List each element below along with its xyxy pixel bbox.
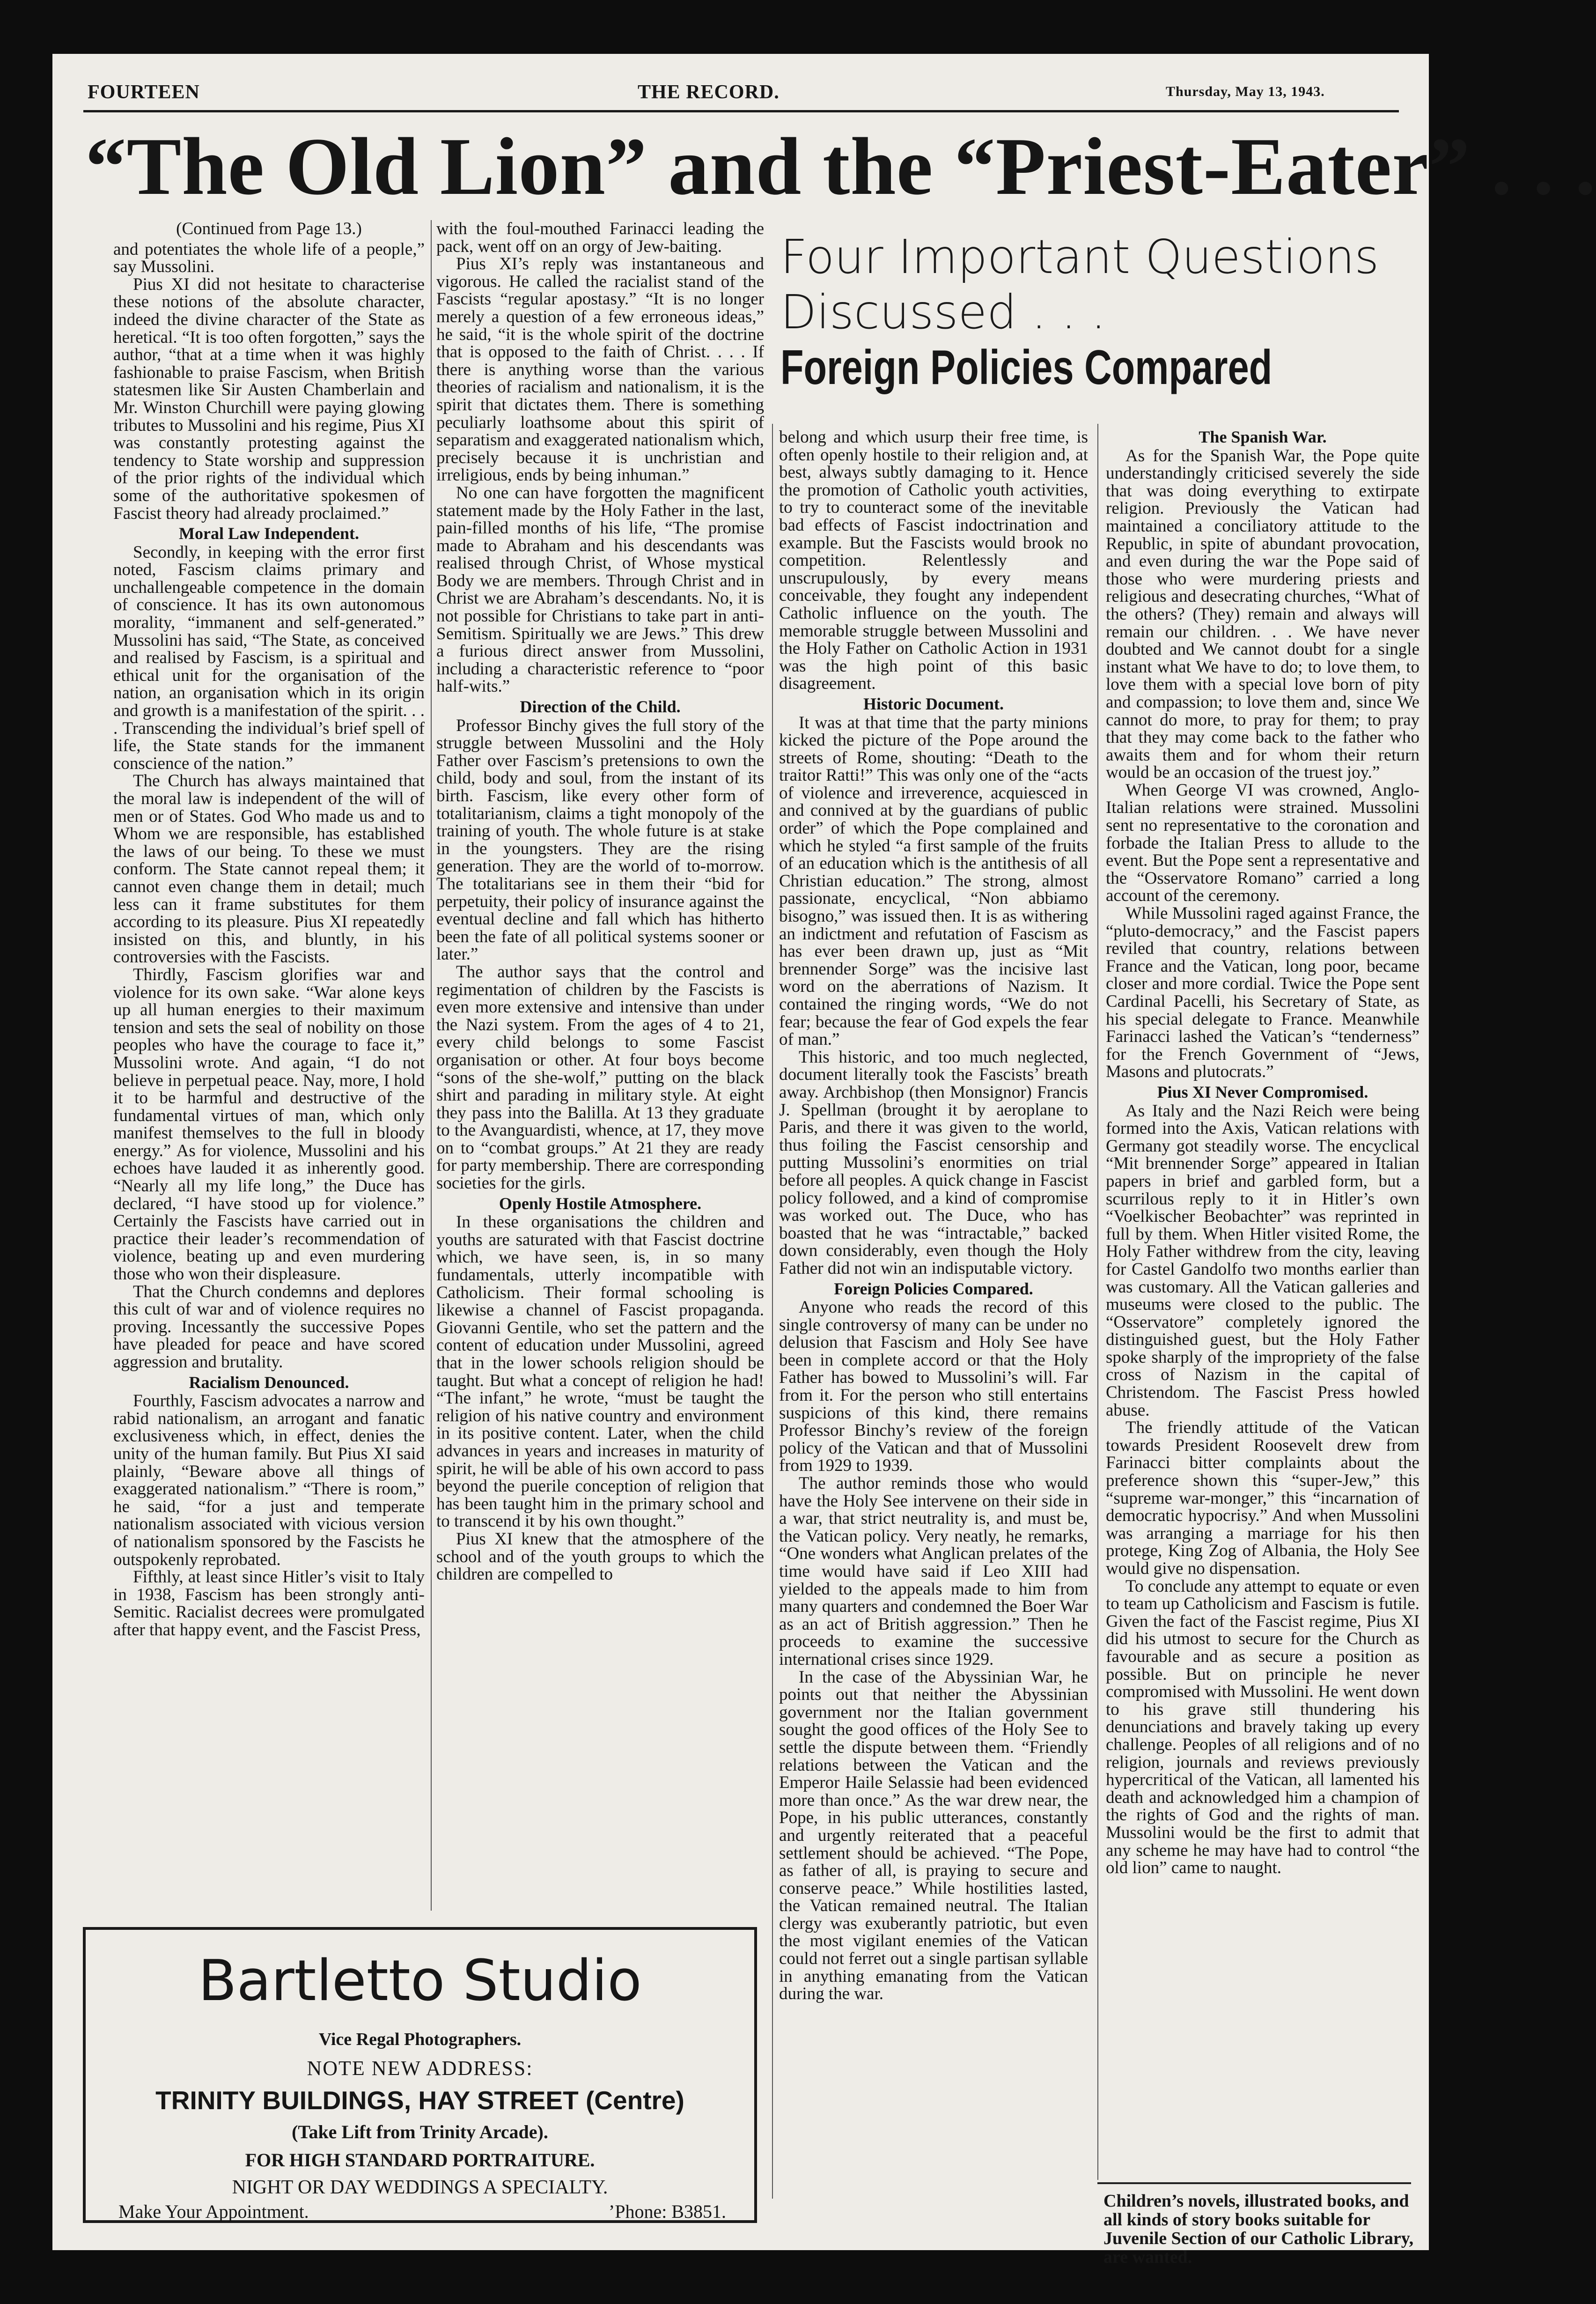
paragraph: belong and which usurp their free time, is often openly hostile to their religion and, at best, always subtly damaging to it. Hence the promotion of Catholic youth activities, to try to counteract some of the inevitable bad effects of Fascist indoctrination and example. But the Fascists would brook no competition. Relentlessly and unscrupulously, by every means conceivable, they fought any independent Catholic influence on the youth. The memorable struggle between Mussolini and the Holy Father on Catholic Action in 1931 was the high point of this basic disagreement.	[779, 428, 1088, 694]
paragraph: No one can have forgotten the magnificent statement made by the Holy Father in the last, pain-filled months of his life, “The promise made to Abraham and his descendants was realised through Christ, of Whose mystical Body we are members. Through Christ and in Christ we are Abraham’s descendants. No, it is not possible for Christians to take part in anti-Semitism. Spiritually we are Jews.” This drew a furious direct answer from Mussolini, including a characteristic reference to “poor half-wits.”	[436, 483, 764, 696]
paragraph: To conclude any attempt to equate or even to team up Catholicism and Fascism is futile. Given the fact of the Fascist regime, Pius XI did his utmost to secure for the Church as favourable and as secure a position as possible. But on principle he never compromised with Mussolini. He went down to his grave still thundering his denunciations and bravely taking up every challenge. Peoples of all religions and of no religion, journals and reviews previously hypercritical of the Vatican, all lamented his death and acknowledged him a champion of the rights of God and the rights of man. Mussolini would be the first to admit that any scheme he may have had to control “the old lion” came to naught.	[1106, 1576, 1419, 1878]
paragraph: This historic, and too much neglected, document literally took the Fascists’ breath away. Archbishop (then Monsignor) Francis J. Spellman (brought it by aeroplane to Paris, and there it was given to the world, thus foiling the Fascist censorship and putting Mussolini’s enormities on trial before all peoples. A quick change in Fascist policy followed, and a kind of compromise was worked out. The Duce, who has boasted that he was “intractable,” backed down considerably, even though the Holy Father did not win an indisputable victory.	[779, 1047, 1088, 1278]
ad-standard: FOR HIGH STANDARD PORTRAITURE.	[245, 2149, 595, 2171]
feature-line-1: Four Important Questions	[780, 229, 1379, 284]
subheading: Historic Document.	[863, 694, 1004, 713]
feature-line-2: Discussed . . .	[780, 285, 1106, 340]
ad-note: NOTE NEW ADDRESS:	[307, 2057, 533, 2080]
paragraph: with the foul-mouthed Farinacci leading the pack, went off on an orgy of Jew-baiting.	[436, 219, 764, 256]
paragraph: The author reminds those who would have the Holy See intervene on their side in a war, that strict neutrality is, and must be, the Vatican policy. Very neatly, he remarks, “One wonders what Anglican prelates of the time would have said if Leo XIII had yielded to the appeals made to him from many quarters and condemned the Boer War as an act of British aggression.” Then he proceeds to examine the successive international crises since 1929.	[779, 1474, 1088, 1669]
subheading: Pius XI Never Compromised.	[1157, 1082, 1368, 1101]
paragraph: Anyone who reads the record of this single controversy of many can be under no delusion that Fascism and Holy See have been in complete accord or that the Holy Father has bowed to Mussolini’s will. Far from it. For the person who still entertains suspicions of this kind, there remains Professor Binchy’s review of the foreign policy of the Vatican and that of Mussolini from 1929 to 1939.	[779, 1298, 1088, 1476]
subheading: Moral Law Independent.	[178, 524, 360, 543]
paragraph: In the case of the Abyssinian War, he points out that neither the Abyssinian government nor the Italian government sought the good offices of the Holy See to settle the dispute between them. “Friendly relations between the Vatican and the Emperor Haile Selassie had been evidenced more than once.” As the war drew near, the Pope, in his public utterances, constantly and urgently reiterated that a peaceful settlement should be achieved. “The Pope, as father of all, is praying to secure and conserve peace.” While hostilities lasted, the Vatican remained neutral. The Italian clergy was exuberantly patriotic, but even the most vigilant enemies of the Vatican could not ferret out a single partisan syllable in anything emanating from the Vatican during the war.	[779, 1667, 1088, 2004]
article-column-4	[1106, 428, 1419, 1877]
article-column-1	[113, 220, 425, 1639]
paragraph: The Church has always maintained that the moral law is independent of the will of men or of States. God Who made us and to Whom we are responsible, has established the laws of our being. To these we must conform. The State cannot repeal them; it cannot even change them in detail; much less can it frame substitutes for them according to its pleasure. Pius XI repeatedly insisted on this, and bluntly, in his controversies with the Fascists.	[113, 771, 425, 967]
column-divider	[772, 424, 773, 2199]
column-divider	[431, 220, 432, 1911]
ad-phone: ’Phone: B3851.	[608, 2201, 726, 2222]
paragraph: Thirdly, Fascism glorifies war and violence for its own sake. “War alone keys up all human energies to their maximum tension and sets the seal of nobility on those peoples who have the courage to face it,” Mussolini wrote. And again, “I do not believe in perpetual peace. Nay, more, I hold it to be harmful and destructive of the fundamental virtues of man, which only manifest themselves to the full in bloody energy.” As for violence, Mussolini and his echoes have lauded it as inherently good. “Nearly all my life long,” the Duce has declared, “I have stood up for violence.” Certainly the Fascists have carried out in practice their leader’s recommendation of violence, beating up and even murdering those who won their displeasure.	[113, 965, 425, 1284]
article-column-2	[436, 220, 764, 1583]
paragraph: Professor Binchy gives the full story of the struggle between Mussolini and the Holy Father over Fascism’s pretensions to own the child, body and soul, from the instant of its birth. Fascism, like every other form of totalitarianism, claims a tight monopoly of the training of youth. The whole future is at stake in the youngsters. They are the rising generation. They are the world of to-morrow. The totalitarians see in them their “bid for perpetuity, their policy of insurance against the eventual decline and fall which has hitherto been the fate of all political systems sooner or later.”	[436, 716, 764, 964]
paragraph: As for the Spanish War, the Pope quite understandingly criticised severely the side that was doing everything to extirpate religion. Previously the Vatican had maintained a conciliatory attitude to the Republic, in spite of abundant provocation, and even during the war the Pope said of those who were murdering priests and religious and desecrating churches, “What of the others? (They) remain and always will remain our children. . . We have never doubted and We cannot doubt for a single instant what We have to do; to love them, to love them with a special love born of pity and compassion; to love them and, since We cannot do more, to pray for them; to pray that they may come back to the father who awaits them and for whom their return would be an occasion of the truest joy.”	[1106, 446, 1419, 783]
ad-address: TRINITY BUILDINGS, HAY STREET (Centre)	[155, 2086, 684, 2115]
paragraph: Pius XI did not hesitate to characterise these notions of the absolute character, indeed the divine character of the State as heretical. “It is too often forgotten,” says the author, “that at a time when it was highly fashionable to praise Fascism, when British statesmen like Sir Austen Chamberlain and Mr. Winston Churchill were paying glowing tributes to Mussolini and his regime, Pius XI was constantly protesting against the tendency to State worship and suppression of the prior rights of the individual which some of the authoritative spokesmen of Fascist theory had already proclaimed.”	[113, 274, 425, 523]
continued-note: (Continued from Page 13.)	[176, 219, 362, 238]
feature-heading	[780, 229, 1417, 340]
paragraph: Pius XI knew that the atmosphere of the school and of the youth groups to which the children are compelled to	[436, 1529, 764, 1584]
paragraph: Secondly, in keeping with the error first noted, Fascism claims primary and unchallengeable competence in the domain of conscience. It has its own autonomous morality, “immanent and self-generated.” Mussolini has said, “The State, as conceived and realised by Fascism, is a spiritual and ethical unit for the organisation of the nation, an organisation which in its origin and growth is a manifestation of the spirit. . . . Transcending the individual’s brief spell of life, the State stands for the immanent conscience of the nation.”	[113, 542, 425, 773]
issue-date: Thursday, May 13, 1943.	[1166, 84, 1325, 99]
studio-advertisement	[83, 1927, 757, 2223]
ad-studio-name: Bartletto Studio	[198, 1949, 642, 2014]
paragraph: The author says that the control and regimentation of children by the Fascists is even more extensive and intensive than under the Nazi system. From the ages of 4 to 21, every child belongs to some Fascist organisation or other. At four boys become “sons of the she-wolf,” putting on the black shirt and parading in military style. At eight they pass into the Balilla. At 13 they graduate to the Avanguardisti, whence, at 17, they move on to “combat groups.” At 21 they are ready for party membership. There are corresponding societies for the girls.	[436, 962, 765, 1193]
paragraph: That the Church condemns and deplores this cult of war and of violence requires no proving. Incessantly the successive Popes have pleaded for peace and have scored aggression and brutality.	[113, 1282, 425, 1372]
paragraph: The friendly attitude of the Vatican towards President Roosevelt drew from Farinacci bitter complaints about the preference shown this “super-Jew,” this “supreme war-monger,” this “incarnation of democratic hypocrisy.” And when Mussolini was arranging a marriage for his then protege, King Zog of Albania, the Holy See would give no dispensation.	[1106, 1418, 1419, 1578]
feature-subhead: Foreign Policies Compared	[780, 340, 1272, 395]
subheading: The Spanish War.	[1199, 428, 1327, 446]
paragraph: As Italy and the Nazi Reich were being formed into the Axis, Vatican relations with Germany got steadily worse. The encyclical “Mit brennender Sorge” appeared in Italian papers in brief and garbled form, but a scurrilous reply to it in Hitler’s own “Voelkischer Beobachter” was reprinted in full by them. When Hitler visited Rome, the Holy Father withdrew from the city, leaving for Castel Gandolfo two months earlier than was customary. All the Vatican galleries and museums were closed to the public. The “Osservatore” completely ignored the distinguished guest, but the Holy Father spoke sharply of the impropriety of the false cross of Nazism in the capital of Christendom. The Fascist Press howled abuse.	[1106, 1101, 1419, 1420]
paragraph: It was at that time that the party minions kicked the picture of the Pope around the streets of Rome, shouting: “Death to the traitor Ratti!” This was only one of the “acts of violence and irreverence, acquiesced in and connived at by the guardians of public order” of which the Pope complained and which he styled “a first sample of the fruits of an education which is the antithesis of all Christian education.” The strong, almost passionate, encyclical, “Non abbiamo bisogno,” was issued then. It is as withering an indictment and refutation of Fascism as has ever been drawn up, just as “Mit brennender Sorge” was the incisive last word on the aberrations of Nazism. It contained the ringing words, “We do not fear; because the fear of God expels the fear of man.”	[779, 713, 1088, 1049]
page-number: FOURTEEN	[88, 81, 200, 103]
subheading: Racialism Denounced.	[189, 1373, 349, 1392]
headline: “The Old Lion” and the “Priest-Eater” . . .	[85, 121, 1596, 212]
ad-weddings: NIGHT OR DAY WEDDINGS A SPECIALTY.	[232, 2177, 608, 2198]
paragraph: When George VI was crowned, Anglo-Italian relations were strained. Mussolini sent no representative to the coronation and forbade the Italian Press to allude to the event. But the Pope sent a representative and the “Osservatore Romano” carried a long account of the ceremony.	[1106, 780, 1419, 906]
ad-appointment: Make Your Appointment.	[118, 2201, 309, 2222]
newspaper-page	[52, 54, 1596, 2267]
ad-lift-note: (Take Lift from Trinity Arcade).	[292, 2121, 548, 2142]
subheading: Openly Hostile Atmosphere.	[499, 1194, 702, 1213]
library-notice: Children’s novels, illustrated books, and all kinds of story books suitable for Juvenile Section of our Catholic Library, are wanted.	[1103, 2191, 1414, 2267]
paragraph: Fourthly, Fascism advocates a narrow and rabid nationalism, an arrogant and fanatic exclusiveness which, in effect, denies the unity of the human family. But Pius XI said plainly, “Beware above all things of exaggerated nationalism.” “There is room,” he said, “for a just and temperate nationalism associated with vicious version of nationalism sponsored by the Fascists he outspokenly reprobated.	[113, 1391, 425, 1569]
header-rule	[83, 110, 1399, 112]
paper-name: THE RECORD.	[638, 81, 780, 103]
article-column-3	[779, 428, 1088, 2003]
ad-tagline: Vice Regal Photographers.	[318, 2030, 522, 2049]
subheading: Direction of the Child.	[520, 697, 681, 716]
notice-rule	[1097, 2182, 1411, 2184]
paragraph: and potentiates the whole life of a people,” say Mussolini.	[113, 239, 425, 277]
paragraph: Pius XI’s reply was instantaneous and vigorous. He called the racialist stand of the Fascists “regular apostasy.” “It is no longer merely a question of a few erroneous ideas,” he said, “it is the whole spirit of the doctrine that is opposed to the faith of Christ. . . . If there is anything worse than the various theories of racialism and nationalism, it is the spirit that dictates them. There is something peculiarly loathsome about this spirit of separatism and exaggerated nationalism which, precisely because it is unchristian and irreligious, ends by being inhuman.”	[436, 254, 764, 485]
paragraph: While Mussolini raged against France, the “pluto-democracy,” and the Fascist papers reviled that country, relations between France and the Vatican, long poor, became closer and more cordial. Twice the Pope sent Cardinal Pacelli, his Secretary of State, as his special delegate to France. Meanwhile Farinacci lashed the Vatican’s “tenderness” for the French Government of “Jews, Masons and plutocrats.”	[1106, 904, 1419, 1082]
paragraph: In these organisations the children and youths are saturated with that Fascist doctrine which, we have seen, is, in so many fundamentals, utterly incompatible with Catholicism. Their formal schooling is likewise a channel of Fascist propaganda. Giovanni Gentile, who set the pattern and the content of education under Mussolini, agreed that in the lower schools religion should be taught. But what a concept of religion he had! “The infant,” he wrote, “must be taught the religion of his native country and environment in its positive content. Later, when the child advances in years and increases in maturity of spirit, he will be able of his own accord to pass beyond the puerile conception of religion that has been taught him in the primary school and to transcend it by his own thought.”	[436, 1212, 764, 1531]
subheading: Foreign Policies Compared.	[834, 1279, 1033, 1298]
paragraph: Fifthly, at least since Hitler’s visit to Italy in 1938, Fascism has been strongly anti-Semitic. Racialist decrees were promulgated after that happy event, and the Fascist Press,	[113, 1567, 425, 1639]
column-divider	[1097, 424, 1098, 2180]
